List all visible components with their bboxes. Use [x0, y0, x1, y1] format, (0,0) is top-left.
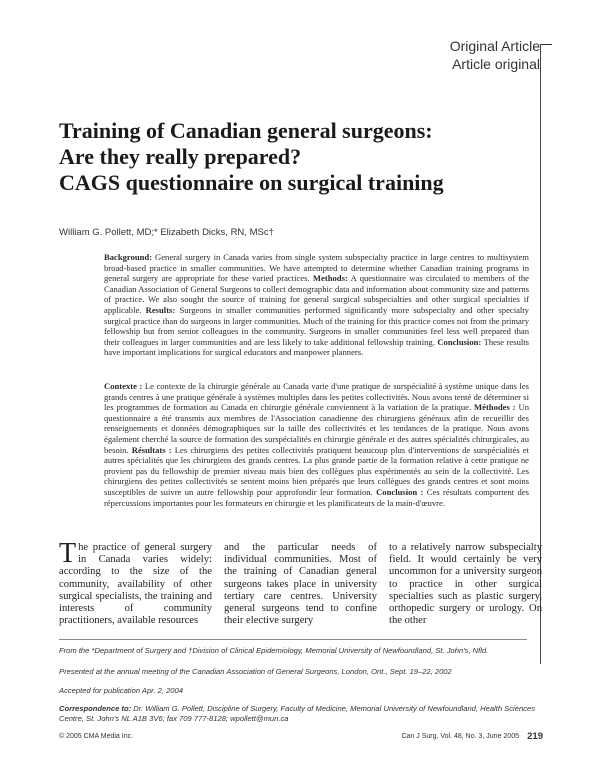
body-column-1 — [59, 538, 212, 627]
title-line-2: Are they really prepared? — [59, 144, 302, 169]
page-number: 219 — [527, 731, 543, 742]
contexte-text: Le contexte de la chirurgie générale au Canada varie d'une pratique de surspécialité à système unique dans les grands centres à une pratique générale à systèmes multiples dans les petites collectivités. Nous avons tenté de déterminer si les programmes de formation au Canada en chirurgie générale conviennent à la variation de la pratique. — [104, 381, 529, 413]
correspondence-text: Dr. William G. Pollett, Discipline of Surgery, Faculty of Medicine, Memorial University of Newfoundland, Health Sciences Centre, St. John's NL A1B 3V6; fax 709 777-8128; wpollett@mun.ca — [59, 704, 535, 723]
methodes-label: Méthodes : — [474, 402, 516, 413]
journal-citation: Can J Surg, Vol. 48, No. 3, June 2005 — [401, 733, 519, 740]
methodes-text: Un questionnaire a été transmis aux membres de l'Association canadienne des chirurgiens généraux afin de recueillir des renseignements et données démographiques sur la taille des collectivités et les tendances de la pratique. Nous avons également cherché la source de formation des surspécialités en chirurgie générale et des autres spécialités chirurgicales, au besoin. — [104, 402, 529, 455]
conclusion-fr-text: Ces résultats comportent des répercussions importantes pour les formateurs en chirurgie et les planificateurs de la main-d'œuvre. — [104, 486, 530, 508]
resultats-label: Résultats : — [131, 444, 172, 455]
results-label: Results: — [145, 304, 176, 315]
conclusion-fr-label: Conclusion : — [376, 486, 424, 497]
background-text: General surgery in Canada varies from single system subspecialty practice in large centres to multisystem broad-based practice in smaller communities. We have attempted to determine whether Canadian training programs in general surgery are appropriate for these varied practices. — [104, 252, 529, 284]
abstract-french — [104, 381, 529, 508]
drop-cap: T — [59, 538, 77, 569]
body-column-1-text: he practice of general surgery in Canada varies widely: according to the size of the community, availability of other surgical specialists, the training and interests of community practitioners, available resources — [59, 542, 212, 627]
article-type-header — [450, 37, 540, 73]
correspondence-label: Correspondence to: — [59, 704, 132, 713]
background-label: Background: — [104, 252, 153, 262]
contexte-label: Contexte : — [104, 381, 143, 391]
copyright: © 2005 CMA Media Inc. — [59, 733, 134, 740]
article-type-fr: Article original — [452, 56, 540, 72]
resultats-text: Les chirurgiens des petites collectivités pratiquent beaucoup plus d'interventions de surspécialités et autres spécialités que les chirurgiens des grands centres. La plus grande partie de la formation relative à cette pratique ne provient pas du fellowship de premier niveau mais bien des collègues plus expérimentés au sein de la collectivité. Les chirurgiens des petites collectivités se sentent moins bien préparés que leurs collègues des grands centres et sont moins susceptibles de suivre un autre fellowship pour approfondir leur formation. — [104, 444, 529, 497]
notes-divider — [59, 639, 527, 640]
results-text: Surgeons in smaller communities performed significantly more subspecialty and other specialty surgical practice than do surgeons in larger communities. Much of the training for this practice comes not from the primary fellowship but from senior colleagues in the community. Surgeons in smaller communities feel less well prepared than their colleagues in larger communities and are less likely to take additional fellowship training. — [104, 304, 529, 347]
conclusion-label: Conclusion: — [437, 336, 482, 347]
conclusion-text: These results have important implications for surgical educators and manpower planners. — [104, 336, 529, 358]
correspondence-note — [59, 704, 537, 724]
abstract-english — [104, 252, 529, 358]
body-column-2: and the particular needs of individual communities. Most of the training of Canadian general surgeons takes place in university tertiary care centres. University general surgeons tend to confine their elective surgery — [224, 542, 377, 627]
header-rule — [540, 44, 552, 45]
title-line-3: CAGS questionnaire on surgical training — [59, 170, 444, 195]
methods-text: A questionnaire was circulated to members of the Canadian Association of General Surgeons to collect demographic data and information about community size and patterns of practice. We also sought the source of training for general surgical subspecialties and other surgical specialties if applicable. — [104, 273, 529, 315]
accepted-note: Accepted for publication Apr. 2, 2004 — [59, 686, 183, 695]
affiliation-note: From the *Department of Surgery and †Division of Clinical Epidemiology, Memorial University of Newfoundland, St. John's, Nfld. — [59, 646, 489, 655]
presented-note: Presented at the annual meeting of the Canadian Association of General Surgeons, London, Ont., Sept. 19–22, 2002 — [59, 667, 452, 676]
title-line-1: Training of Canadian general surgeons: — [59, 118, 433, 143]
body-columns — [59, 538, 542, 627]
article-type: Original Article — [449, 38, 540, 54]
authors: William G. Pollett, MD;* Elizabeth Dicks, RN, MSc† — [59, 227, 274, 238]
body-column-3: to a relatively narrow subspecialty field. It would certainly be very uncommon for a university surgeon to practice in other surgical specialties such as plastic surgery, orthopedic surgery or urology. On the other — [389, 542, 542, 627]
methods-label: Methods: — [312, 273, 348, 284]
article-title — [59, 118, 539, 196]
